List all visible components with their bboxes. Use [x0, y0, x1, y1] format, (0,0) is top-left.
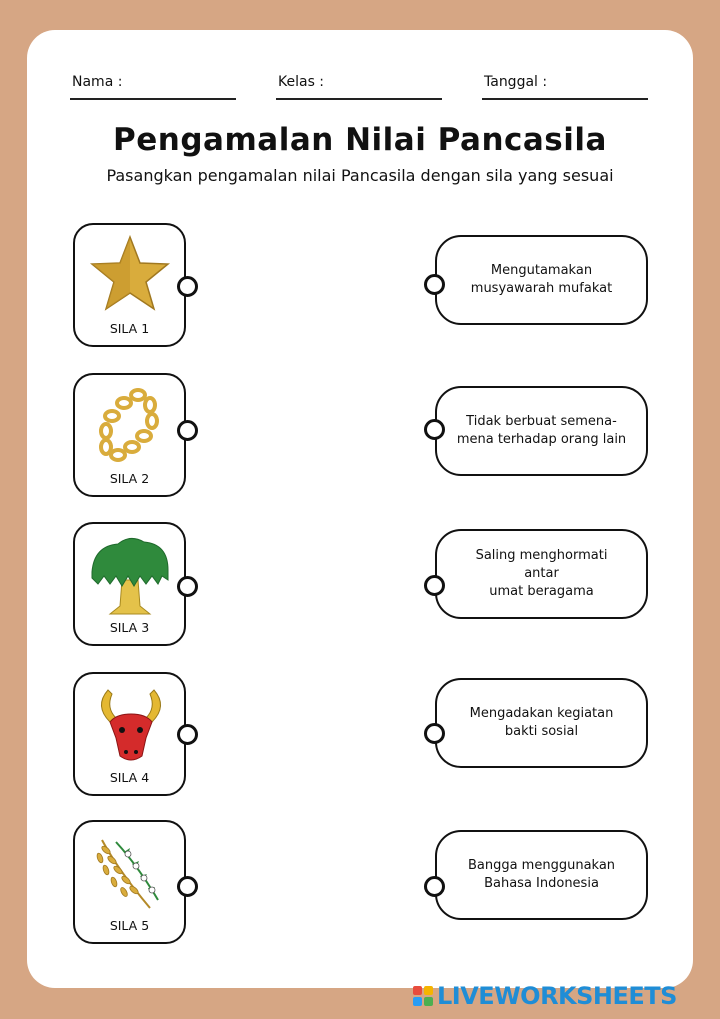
- answer-card-3: [435, 529, 648, 619]
- sila-1-connector[interactable]: [177, 276, 198, 297]
- sila-card-2: [73, 373, 186, 497]
- bull-head-icon: [88, 682, 173, 768]
- page-title: Pengamalan Nilai Pancasila: [113, 122, 607, 158]
- sila-card-1: [73, 223, 186, 347]
- kelas-field[interactable]: [276, 72, 442, 100]
- answer-text-3: Saling menghormati antar umat beragama: [475, 548, 608, 599]
- answer-text-5: Bangga menggunakan Bahasa Indonesia: [467, 858, 616, 891]
- sila-card-4: [73, 672, 186, 796]
- logo-square-2: [424, 986, 433, 995]
- nama-label: Nama :: [72, 74, 123, 90]
- sila-label-5: SILA 5: [109, 918, 150, 933]
- liveworksheets-brand: [413, 982, 677, 1010]
- answer-card-5: [435, 830, 648, 920]
- sila-label-3: SILA 3: [109, 620, 150, 635]
- sila-label-1: SILA 1: [109, 321, 150, 336]
- sila-label-2: SILA 2: [109, 471, 150, 486]
- answer-3-connector[interactable]: [424, 575, 445, 596]
- answer-card-4: [435, 678, 648, 768]
- logo-square-4: [424, 997, 433, 1006]
- nama-field[interactable]: [70, 72, 236, 100]
- logo-square-1: [413, 986, 422, 995]
- sila-label-4: SILA 4: [109, 770, 150, 785]
- answer-text-4: Mengadakan kegiatan bakti sosial: [469, 706, 614, 739]
- sila-card-3: [73, 522, 186, 646]
- sila-4-connector[interactable]: [177, 724, 198, 745]
- chain-icon: [88, 383, 173, 469]
- answer-1-connector[interactable]: [424, 274, 445, 295]
- tanggal-label: Tanggal :: [484, 74, 548, 90]
- kelas-label: Kelas :: [278, 74, 325, 90]
- answer-card-2: [435, 386, 648, 476]
- rice-cotton-icon: [88, 830, 173, 916]
- answer-5-connector[interactable]: [424, 876, 445, 897]
- star-icon: [88, 233, 173, 313]
- liveworksheets-logo-icon: [413, 986, 433, 1006]
- sila-2-connector[interactable]: [177, 420, 198, 441]
- sila-card-5: [73, 820, 186, 944]
- answer-text-2: Tidak berbuat semena- mena terhadap orang lain: [456, 414, 627, 447]
- brand-text: LIVEWORKSHEETS: [437, 982, 677, 1010]
- answer-2-connector[interactable]: [424, 419, 445, 440]
- answer-4-connector[interactable]: [424, 723, 445, 744]
- page-subtitle: Pasangkan pengamalan nilai Pancasila dengan sila yang sesuai: [106, 166, 614, 185]
- tanggal-field[interactable]: [482, 72, 648, 100]
- answer-text-1: Mengutamakan musyawarah mufakat: [470, 263, 613, 296]
- answer-card-1: [435, 235, 648, 325]
- sila-5-connector[interactable]: [177, 876, 198, 897]
- sila-3-connector[interactable]: [177, 576, 198, 597]
- logo-square-3: [413, 997, 422, 1006]
- banyan-tree-icon: [88, 532, 173, 618]
